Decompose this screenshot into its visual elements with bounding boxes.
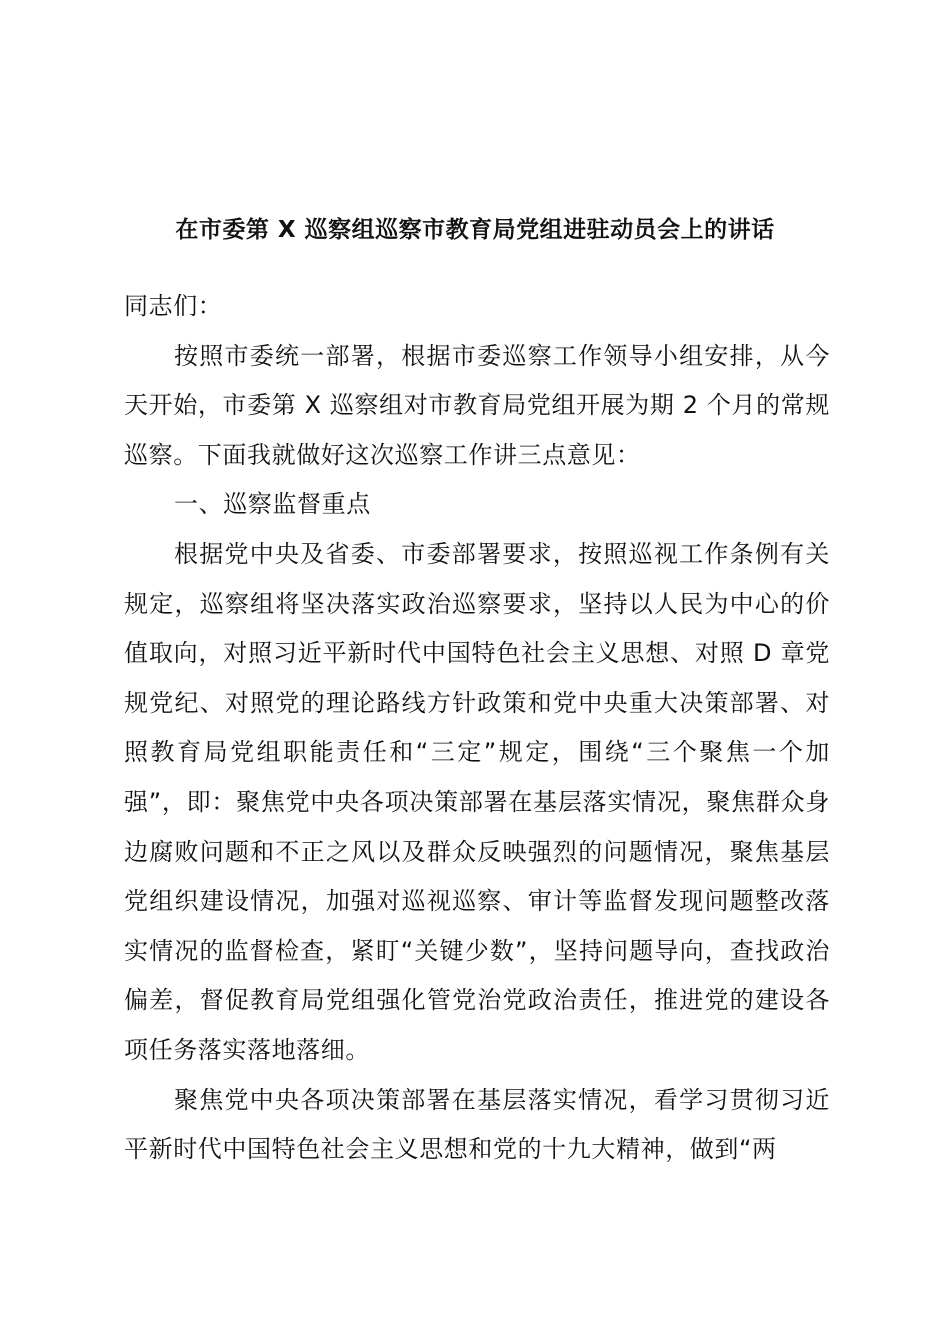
document-body: [124, 282, 830, 1175]
paragraph-intro: 按照市委统一部署，根据市委巡察工作领导小组安排，从今天开始，市委第 X 巡察组对市教育局党组开展为期 2 个月的常规巡察。下面我就做好这次巡察工作讲三点意见：: [124, 341, 830, 469]
section-heading-1: 一、巡察监督重点: [174, 490, 371, 519]
paragraph-supervision-focus: 根据党中央及省委、市委部署要求，按照巡视工作条例有关规定，巡察组将坚决落实政治巡察要求，坚持以人民为中心的价值取向，对照习近平新时代中国特色社会主义思想、对照 D 章党规党纪、对照党的理论路线方针政策和党中央重大决策部署、对照教育局党组职能责任和“三定”规定，围绕“三个聚焦一个加强”，即：聚焦党中央各项决策部署在基层落实情况，聚焦群众身边腐败问题和不正之风以及群众反映强烈的问题情况，聚焦基层党组织建设情况，加强对巡视巡察、审计等监督发现问题整改落实情况的监督检查，紧盯“关键少数”，坚持问题导向，查找政治偏差，督促教育局党组强化管党治党政治责任，推进党的建设各项任务落实落地落细。: [124, 539, 830, 1064]
paragraph-decision-implementation: 聚焦党中央各项决策部署在基层落实情况，看学习贯彻习近平新时代中国特色社会主义思想和党的十九大精神，做到“两: [124, 1085, 830, 1164]
salutation: 同志们：: [124, 292, 223, 320]
document-title: 在市委第 X 巡察组巡察市教育局党组进驻动员会上的讲话: [175, 217, 775, 243]
